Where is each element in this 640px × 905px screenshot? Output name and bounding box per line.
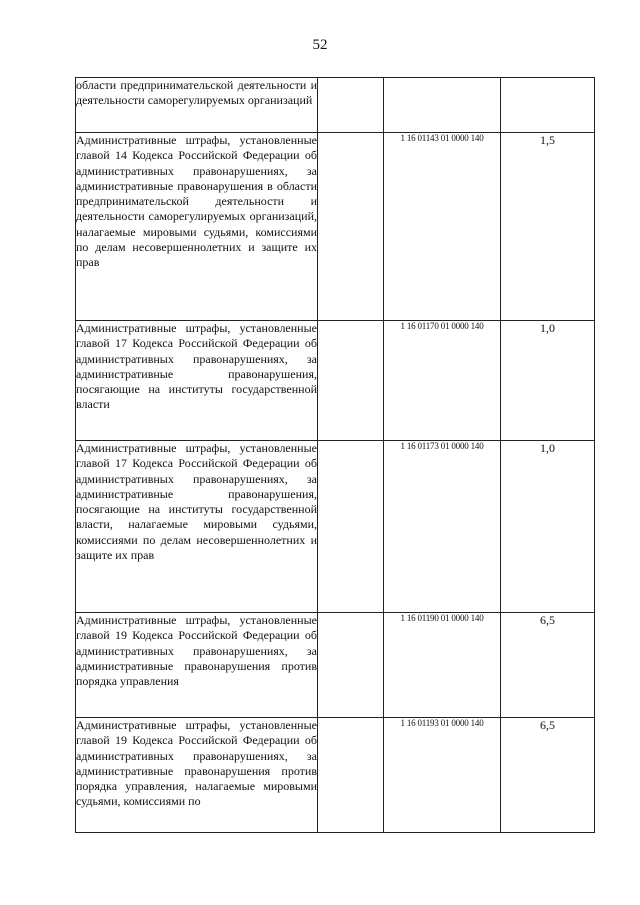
- row-description: области предпринимательской деятельности и деятельности саморегулируемых организаций: [76, 78, 318, 133]
- row-description: Административные штрафы, установленные главой 14 Кодекса Российской Федерации об административных правонарушениях, за административные правонарушения в области предпринимательской деятельности и деятельности саморегулируемых организаций, налагаемые мировыми судьями, комиссиями по делам несовершеннолетних и защите их прав: [76, 133, 318, 321]
- table-row: [76, 78, 595, 133]
- row-code: 1 16 01143 01 0000 140: [384, 133, 501, 321]
- row-empty-cell: [318, 78, 384, 133]
- row-code: 1 16 01170 01 0000 140: [384, 321, 501, 441]
- row-value: 1,5: [501, 133, 595, 321]
- row-description: Административные штрафы, установленные главой 19 Кодекса Российской Федерации об административных правонарушениях, за административные правонарушения против порядка управления: [76, 613, 318, 718]
- table-row: [76, 441, 595, 613]
- revenue-table: [75, 77, 595, 833]
- row-empty-cell: [318, 133, 384, 321]
- row-value: 6,5: [501, 718, 595, 833]
- row-value: 1,0: [501, 441, 595, 613]
- row-empty-cell: [318, 718, 384, 833]
- row-code: 1 16 01190 01 0000 140: [384, 613, 501, 718]
- row-description: Административные штрафы, установленные главой 17 Кодекса Российской Федерации об административных правонарушениях, за административные правонарушения, посягающие на институты государственной власти: [76, 321, 318, 441]
- table-row: [76, 613, 595, 718]
- table-row: [76, 321, 595, 441]
- table-row: [76, 133, 595, 321]
- row-value: 6,5: [501, 613, 595, 718]
- row-code: [384, 78, 501, 133]
- table-row: [76, 718, 595, 833]
- row-code: 1 16 01193 01 0000 140: [384, 718, 501, 833]
- page-number: 52: [312, 37, 328, 53]
- row-empty-cell: [318, 321, 384, 441]
- row-value: [501, 78, 595, 133]
- row-empty-cell: [318, 613, 384, 718]
- row-empty-cell: [318, 441, 384, 613]
- row-description: Административные штрафы, установленные главой 19 Кодекса Российской Федерации об административных правонарушениях, за административные правонарушения против порядка управления, налагаемые мировыми судьями, комиссиями по: [76, 718, 318, 833]
- row-description: Административные штрафы, установленные главой 17 Кодекса Российской Федерации об административных правонарушениях, за административные правонарушения, посягающие на институты государственной власти, налагаемые мировыми судьями, комиссиями по делам несовершеннолетних и защите их прав: [76, 441, 318, 613]
- row-code: 1 16 01173 01 0000 140: [384, 441, 501, 613]
- row-value: 1,0: [501, 321, 595, 441]
